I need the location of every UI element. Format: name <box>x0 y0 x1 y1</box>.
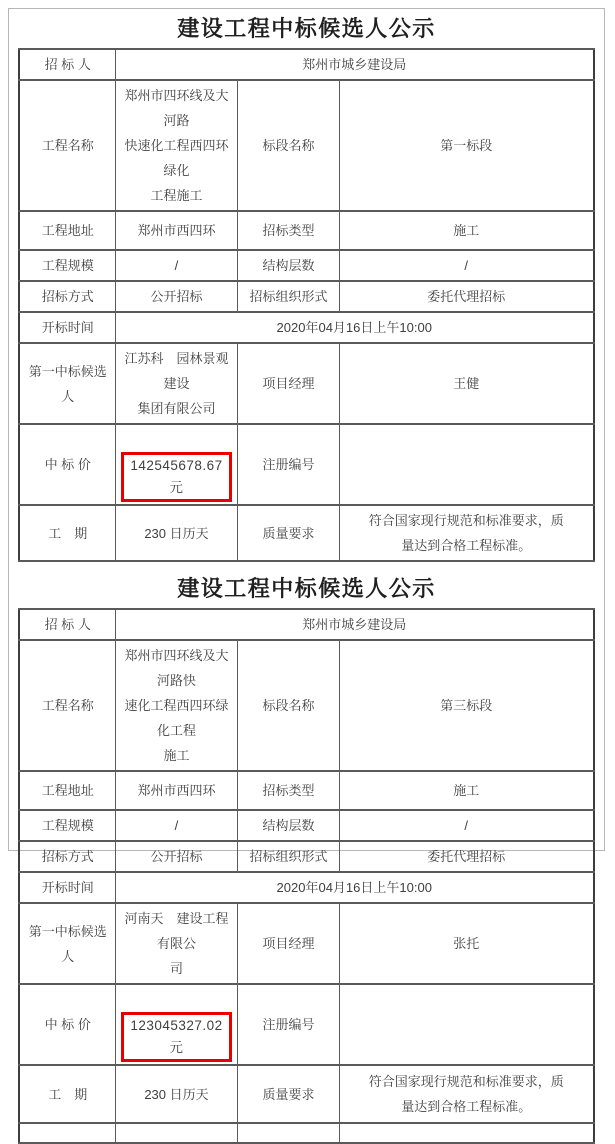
section-value-cell: 第一标段 <box>339 80 593 211</box>
table-row <box>19 211 593 250</box>
method-label-cell: 招标方式 <box>19 281 115 312</box>
manager-value-cell: 张托 <box>339 903 593 984</box>
bidder-value-cell: 郑州市城乡建设局 <box>115 49 593 80</box>
table-row <box>19 810 593 841</box>
bidder-label-cell: 招 标 人 <box>19 609 115 640</box>
quality-label-cell: 质量要求 <box>237 1065 339 1123</box>
table-row <box>19 640 593 771</box>
bid-type-label-cell: 招标类型 <box>237 211 339 250</box>
address-label-cell: 工程地址 <box>19 771 115 810</box>
duration-value-cell: 230 日历天 <box>115 1065 237 1123</box>
manager-label-cell: 项目经理 <box>237 903 339 984</box>
project-name-value-cell: 郑州市四环线及大河路 快速化工程西四环绿化 工程施工 <box>115 80 237 211</box>
table-row <box>19 771 593 810</box>
table-row <box>19 841 593 872</box>
org-form-label-cell: 招标组织形式 <box>237 281 339 312</box>
section-label-cell: 标段名称 <box>237 640 339 771</box>
scale-value-cell: / <box>115 250 237 281</box>
winning-price-highlight-box <box>121 1012 232 1062</box>
scale-label-cell: 工程规模 <box>19 810 115 841</box>
table-row-cutoff <box>19 1123 593 1143</box>
manager-label-cell: 项目经理 <box>237 343 339 424</box>
duration-label-cell: 工 期 <box>19 1065 115 1123</box>
table-row <box>19 80 593 211</box>
price-label-cell: 中 标 价 <box>19 424 115 505</box>
method-label-cell: 招标方式 <box>19 841 115 872</box>
bid-type-value-cell: 施工 <box>339 211 593 250</box>
scale-value-cell: / <box>115 810 237 841</box>
section-value-cell: 第三标段 <box>339 640 593 771</box>
table-row <box>19 505 593 561</box>
table-row <box>19 1065 593 1123</box>
winning-price-value: 123045327.02元 <box>130 1018 223 1055</box>
address-value-cell: 郑州市西四环 <box>115 211 237 250</box>
table-row <box>19 424 593 505</box>
org-form-value-cell: 委托代理招标 <box>339 281 593 312</box>
bidder-value-cell: 郑州市城乡建设局 <box>115 609 593 640</box>
floors-value-cell: / <box>339 250 593 281</box>
duration-value-cell: 230 日历天 <box>115 505 237 561</box>
floors-value-cell: / <box>339 810 593 841</box>
announcement-1-table <box>18 48 594 562</box>
table-row <box>19 872 593 903</box>
price-value-cell <box>115 984 237 1065</box>
candidate-label-cell: 第一中标候选人 <box>19 903 115 984</box>
table-row <box>19 281 593 312</box>
winning-price-value: 142545678.67元 <box>130 458 223 495</box>
project-name-label-cell: 工程名称 <box>19 640 115 771</box>
org-form-label-cell: 招标组织形式 <box>237 841 339 872</box>
open-time-value-cell: 2020年04月16日上午10:00 <box>115 872 593 903</box>
section-label-cell: 标段名称 <box>237 80 339 211</box>
table-row <box>19 903 593 984</box>
announcement-1-title: 建设工程中标候选人公示 <box>177 16 436 41</box>
reg-no-label-cell: 注册编号 <box>237 424 339 505</box>
reg-no-value-cell <box>339 424 593 505</box>
reg-no-label-cell: 注册编号 <box>237 984 339 1065</box>
method-value-cell: 公开招标 <box>115 841 237 872</box>
org-form-value-cell: 委托代理招标 <box>339 841 593 872</box>
method-value-cell: 公开招标 <box>115 281 237 312</box>
reg-no-value-cell <box>339 984 593 1065</box>
candidate-label-cell: 第一中标候选人 <box>19 343 115 424</box>
quality-value-cell: 符合国家现行规范和标准要求，质 量达到合格工程标准。 <box>339 505 593 561</box>
open-time-label-cell: 开标时间 <box>19 872 115 903</box>
bid-type-value-cell: 施工 <box>339 771 593 810</box>
table-row <box>19 984 593 1065</box>
quality-label-cell: 质量要求 <box>237 505 339 561</box>
candidate-value-cell: 河南天 建设工程有限公 司 <box>115 903 237 984</box>
cutoff-cell <box>237 1123 339 1143</box>
duration-label-cell: 工 期 <box>19 505 115 561</box>
quality-value-cell: 符合国家现行规范和标准要求，质 量达到合格工程标准。 <box>339 1065 593 1123</box>
open-time-label-cell: 开标时间 <box>19 312 115 343</box>
floors-label-cell: 结构层数 <box>237 250 339 281</box>
bid-type-label-cell: 招标类型 <box>237 771 339 810</box>
project-name-value-cell: 郑州市四环线及大河路快 速化工程西四环绿化工程 施工 <box>115 640 237 771</box>
table-row <box>19 609 593 640</box>
winning-price-highlight-box <box>121 452 232 502</box>
manager-value-cell: 王健 <box>339 343 593 424</box>
price-label-cell: 中 标 价 <box>19 984 115 1065</box>
table-row <box>19 312 593 343</box>
project-name-label-cell: 工程名称 <box>19 80 115 211</box>
address-value-cell: 郑州市西四环 <box>115 771 237 810</box>
address-label-cell: 工程地址 <box>19 211 115 250</box>
bidder-label-cell: 招 标 人 <box>19 49 115 80</box>
announcement-2-table <box>18 608 594 1144</box>
table-row <box>19 250 593 281</box>
price-value-cell <box>115 424 237 505</box>
cutoff-cell <box>339 1123 593 1143</box>
cutoff-cell <box>115 1123 237 1143</box>
table-row <box>19 343 593 424</box>
cutoff-cell <box>19 1123 115 1143</box>
announcement-2-title: 建设工程中标候选人公示 <box>177 576 436 601</box>
open-time-value-cell: 2020年04月16日上午10:00 <box>115 312 593 343</box>
floors-label-cell: 结构层数 <box>237 810 339 841</box>
candidate-value-cell: 江苏科 园林景观建设 集团有限公司 <box>115 343 237 424</box>
page-frame <box>8 8 605 1114</box>
scale-label-cell: 工程规模 <box>19 250 115 281</box>
table-row <box>19 49 593 80</box>
